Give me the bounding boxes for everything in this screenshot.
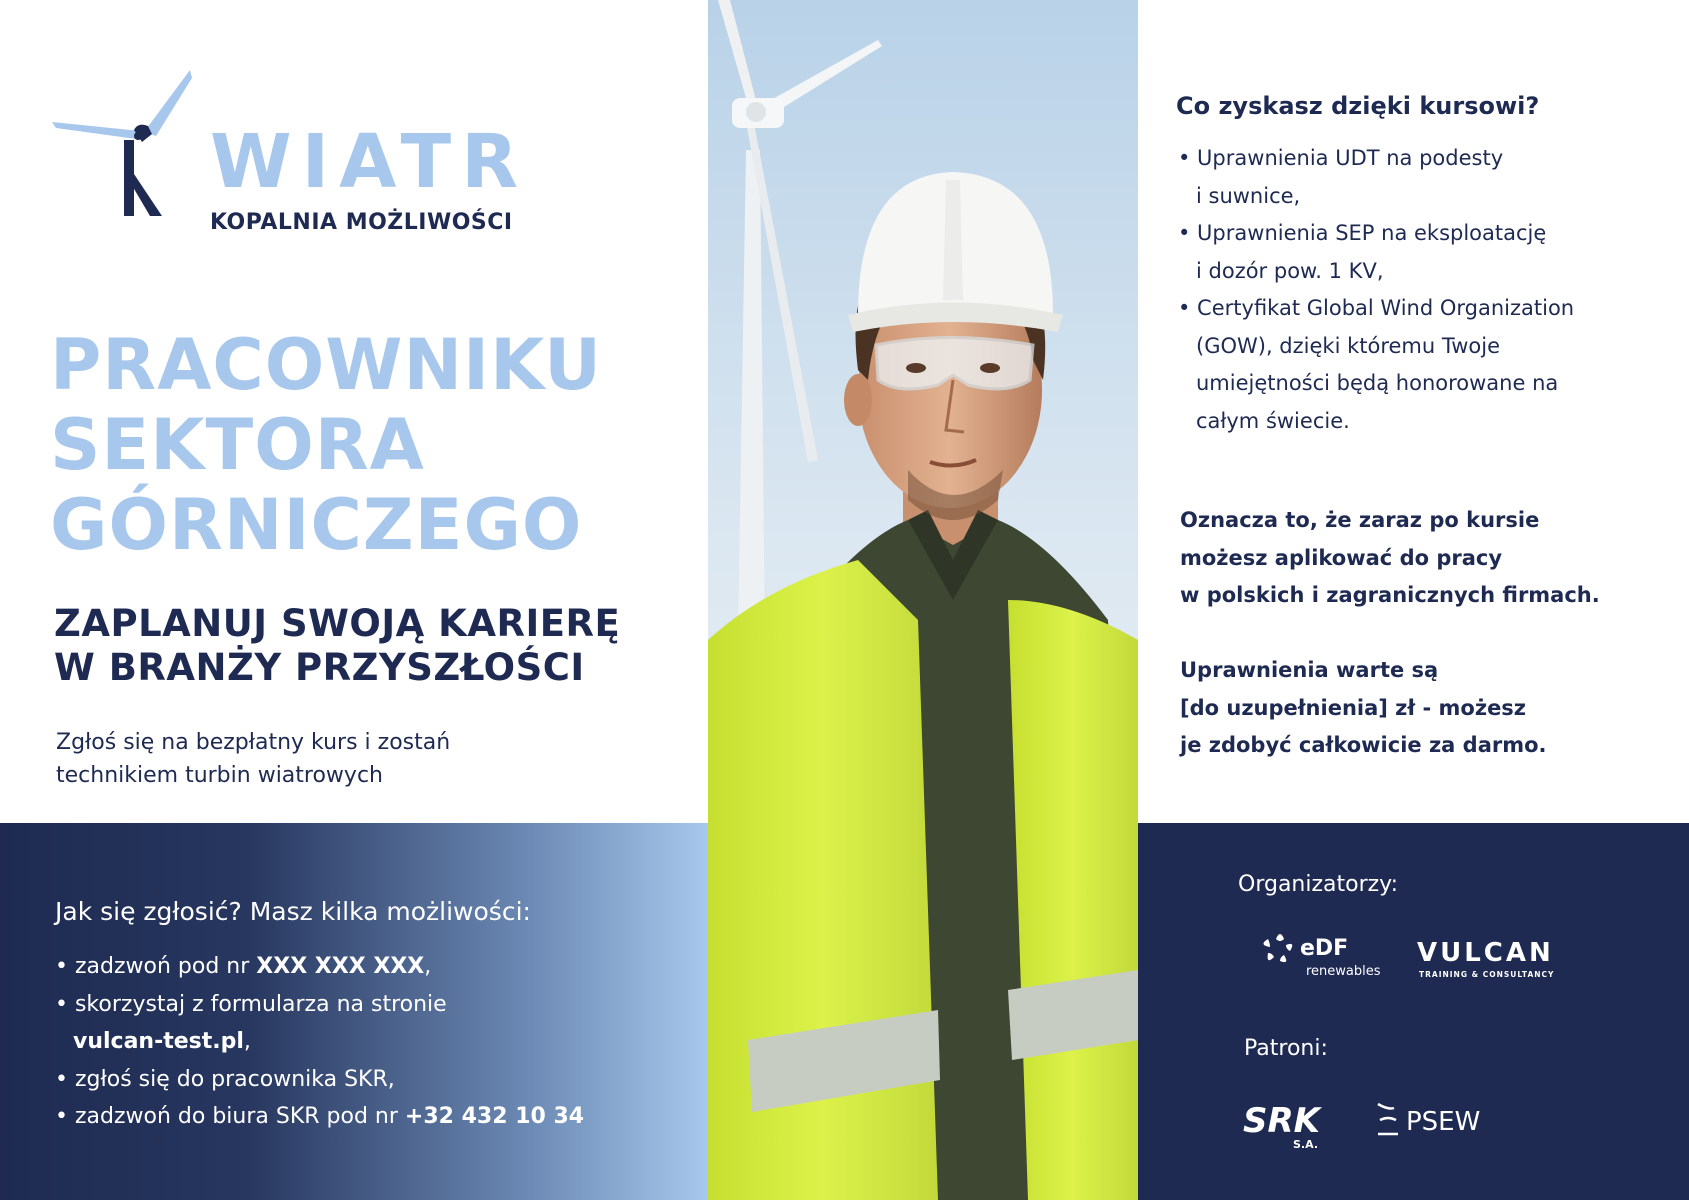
benefit-line: całym świecie. [1196,408,1350,433]
apply-item: vulcan-test.pl, [73,1029,251,1054]
logo-subtitle: KOPALNIA MOŻLIWOŚCI [210,210,513,235]
lead-text [56,726,450,792]
lead-line: Zgłoś się na bezpłatny kurs i zostań [56,730,451,755]
headline-line: PRACOWNIKU [50,324,602,406]
benefit-line: umiejętności będą honorowane na [1196,371,1559,395]
patrons-label: Patroni: [1244,1036,1328,1061]
worker-photo [708,0,1138,1200]
benefit-line: • Uprawnienia UDT na podesty [1178,146,1504,170]
subheadline-line: W BRANŻY PRZYSZŁOŚCI [54,646,585,689]
apply-list [55,948,584,1136]
subheadline [54,602,620,690]
srk-subtitle: S.A. [1293,1138,1318,1151]
psew-logo [1374,1096,1484,1146]
apply-item: • zadzwoń pod nr XXX XXX XXX, [55,954,432,979]
headline [50,325,602,565]
benefits-title: Co zyskasz dzięki kursowi? [1176,92,1540,120]
logo-wordmark: WIATR [210,119,529,205]
benefits-list [1178,140,1574,440]
website-link[interactable]: vulcan-test.pl [73,1029,244,1054]
edf-renewables-logo [1256,925,1386,985]
headline-line: SEKTORA [50,404,425,486]
vulcan-logo [1417,935,1577,983]
apply-item: • skorzystaj z formularza na stronie [55,991,447,1017]
benefit-line: • Certyfikat Global Wind Organization [1178,296,1575,320]
phone-number[interactable]: XXX XXX XXX [256,954,425,979]
value-paragraph: Uprawnienia warte są [do uzupełnienia] zł - możesz je zdobyć całkowicie za darmo. [1180,658,1547,757]
srk-logo [1243,1092,1323,1152]
apply-item: • zadzwoń do biura SKR pod nr +32 432 10 34 [55,1104,585,1129]
apply-title: Jak się zgłosić? Masz kilka możliwości: [55,897,531,926]
psew-turbine-icon [1378,1104,1398,1134]
office-phone-number[interactable]: +32 432 10 34 [404,1104,585,1129]
benefit-line: i dozór pow. 1 KV, [1196,258,1384,283]
subheadline-line: ZAPLANUJ SWOJĄ KARIERĘ [54,602,621,645]
headline-line: GÓRNICZEGO [50,484,583,566]
vulcan-subtitle: TRAINING & CONSULTANCY [1419,970,1555,979]
benefit-line: (GOW), dzięki któremu Twoje [1196,333,1500,358]
vulcan-wordmark: VULCAN [1417,938,1554,968]
lead-line: technikiem turbin wiatrowych [56,763,383,788]
career-paragraph: Oznacza to, że zaraz po kursie możesz aplikować do pracy w polskich i zagranicznych firmach. [1180,508,1600,607]
organizers-label: Organizatorzy: [1238,872,1399,897]
benefit-line: • Uprawnienia SEP na eksploatację [1178,221,1547,245]
edf-subtitle: renewables [1306,964,1381,979]
apply-item: • zgłoś się do pracownika SKR, [55,1066,395,1092]
turbine-blade-icon [144,70,192,136]
edf-flower-icon [1276,934,1284,941]
edf-wordmark: eDF [1300,936,1349,961]
psew-wordmark: PSEW [1406,1107,1481,1137]
benefit-line: i suwnice, [1196,183,1301,208]
srk-wordmark: SRK [1243,1101,1321,1141]
